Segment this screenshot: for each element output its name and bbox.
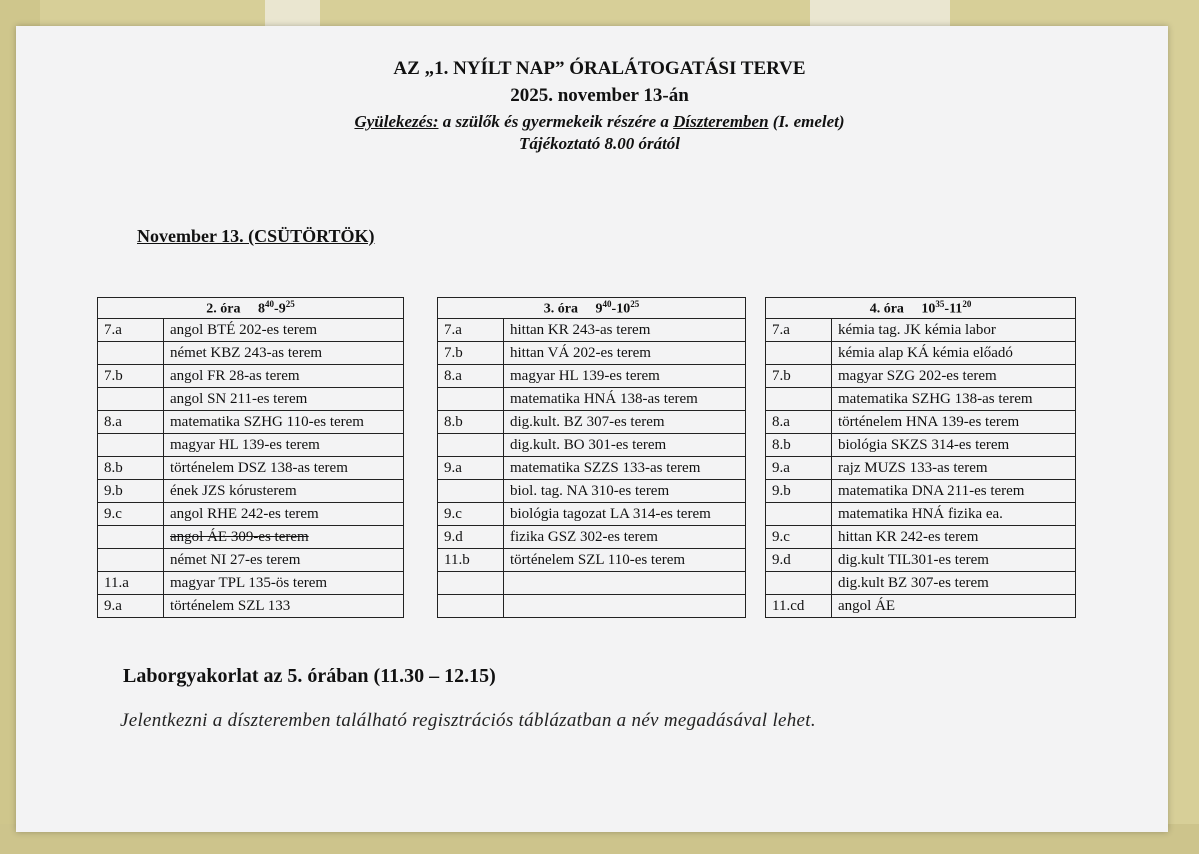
class-cell — [98, 342, 164, 365]
table-row — [98, 526, 404, 549]
subject-cell: matematika SZZS 133-as terem — [504, 457, 746, 480]
class-cell — [438, 434, 504, 457]
labor-heading: Laborgyakorlat az 5. órában (11.30 – 12.15) — [123, 665, 496, 687]
gathering-line — [0, 112, 1199, 132]
day-heading: November 13. (CSÜTÖRTÖK) — [137, 226, 375, 246]
class-cell: 7.b — [438, 342, 504, 365]
period-header: 2. óra $8^{40}-9^{25}$ — [98, 298, 404, 319]
class-cell: 9.a — [98, 595, 164, 618]
class-cell: 8.b — [766, 434, 832, 457]
table-row — [438, 342, 746, 365]
table-row — [766, 411, 1076, 434]
time-end-minute: 20 — [962, 298, 972, 309]
subject-cell: matematika HNÁ fizika ea. — [832, 503, 1076, 526]
table-row — [98, 549, 404, 572]
table-row — [766, 572, 1076, 595]
table-row — [438, 480, 746, 503]
subject-cell: angol ÁE 309-es terem — [164, 526, 404, 549]
subject-cell: angol RHE 242-es terem — [164, 503, 404, 526]
period-header-row — [766, 298, 1076, 319]
class-cell — [766, 342, 832, 365]
table-row — [438, 434, 746, 457]
schedule-table-period-3 — [437, 297, 746, 618]
schedule-table-period-4 — [765, 297, 1076, 618]
subject-cell: dig.kult BZ 307-es terem — [832, 572, 1076, 595]
table-row — [766, 365, 1076, 388]
table-row — [766, 342, 1076, 365]
table-row — [766, 480, 1076, 503]
class-cell — [98, 434, 164, 457]
info-line: Tájékoztató 8.00 órától — [518, 134, 681, 153]
table-row — [766, 595, 1076, 618]
class-cell: 7.a — [766, 319, 832, 342]
class-cell — [766, 572, 832, 595]
period-header: 3. óra $9^{40}-10^{25}$ — [438, 298, 746, 319]
class-cell: 9.c — [98, 503, 164, 526]
period-label: 2. óra — [206, 301, 241, 317]
subject-cell: történelem SZL 110-es terem — [504, 549, 746, 572]
subject-cell: matematika HNÁ 138-as terem — [504, 388, 746, 411]
table-row — [766, 457, 1076, 480]
class-cell — [98, 388, 164, 411]
table-row — [766, 434, 1076, 457]
class-cell: 7.a — [98, 319, 164, 342]
table-row — [98, 457, 404, 480]
table-row — [98, 434, 404, 457]
subject-cell: magyar HL 139-es terem — [504, 365, 746, 388]
schedule-table-period-2 — [97, 297, 404, 618]
table-row — [98, 503, 404, 526]
period-header-row — [438, 298, 746, 319]
class-cell: 8.a — [98, 411, 164, 434]
table-row — [438, 572, 746, 595]
subject-cell: angol FR 28-as terem — [164, 365, 404, 388]
subject-cell: biol. tag. NA 310-es terem — [504, 480, 746, 503]
labor-note: Jelentkezni a díszteremben található regisztrációs táblázatban a név megadásával lehet. — [120, 710, 816, 731]
subject-cell: dig.kult. BZ 307-es terem — [504, 411, 746, 434]
class-cell: 9.c — [438, 503, 504, 526]
period-label: 4. óra — [869, 301, 904, 317]
time-end-hour: 9 — [278, 301, 286, 317]
subject-cell: magyar HL 139-es terem — [164, 434, 404, 457]
subject-cell: történelem SZL 133 — [164, 595, 404, 618]
gathering-floor: (I. emelet) — [768, 112, 845, 131]
class-cell: 9.b — [98, 480, 164, 503]
table-row — [438, 388, 746, 411]
class-cell — [438, 595, 504, 618]
subject-cell: hittan KR 242-es terem — [832, 526, 1076, 549]
class-cell: 7.a — [438, 319, 504, 342]
time-end-minute: 25 — [285, 298, 295, 309]
subject-cell: magyar TPL 135-ös terem — [164, 572, 404, 595]
class-cell: 8.b — [98, 457, 164, 480]
class-cell — [766, 388, 832, 411]
subject-cell: történelem HNA 139-es terem — [832, 411, 1076, 434]
subject-cell: hittan VÁ 202-es terem — [504, 342, 746, 365]
table-row — [766, 526, 1076, 549]
class-cell — [438, 388, 504, 411]
class-cell: 9.a — [766, 457, 832, 480]
class-cell: 11.cd — [766, 595, 832, 618]
time-start-minute: 40 — [602, 298, 612, 309]
period-label: 3. óra — [543, 301, 579, 317]
subject-cell: matematika DNA 211-es terem — [832, 480, 1076, 503]
class-cell: 11.b — [438, 549, 504, 572]
table-row — [98, 411, 404, 434]
table-row — [438, 549, 746, 572]
table-row — [438, 595, 746, 618]
title-block — [0, 58, 1199, 156]
table-row — [98, 319, 404, 342]
time-end-hour: 10 — [616, 301, 631, 317]
class-cell — [98, 549, 164, 572]
table-row — [766, 388, 1076, 411]
subject-cell: angol BTÉ 202-es terem — [164, 319, 404, 342]
class-cell — [766, 503, 832, 526]
table-row — [98, 388, 404, 411]
subject-cell: angol ÁE — [832, 595, 1076, 618]
gathering-label: Gyülekezés: — [354, 112, 439, 131]
gathering-text: a szülők és gyermekeik részére a — [438, 112, 674, 131]
table-row — [438, 319, 746, 342]
subject-cell: biológia tagozat LA 314-es terem — [504, 503, 746, 526]
class-cell — [438, 480, 504, 503]
subject-cell: német KBZ 243-as terem — [164, 342, 404, 365]
table-row — [766, 503, 1076, 526]
table-row — [438, 457, 746, 480]
subject-cell: ének JZS kórusterem — [164, 480, 404, 503]
subject-cell: angol SN 211-es terem — [164, 388, 404, 411]
subject-cell: matematika SZHG 138-as terem — [832, 388, 1076, 411]
subject-cell: dig.kult TIL301-es terem — [832, 549, 1076, 572]
subject-cell: magyar SZG 202-es terem — [832, 365, 1076, 388]
event-date: 2025. november 13-án — [510, 85, 689, 106]
time-start-minute: 40 — [265, 298, 275, 309]
subject-cell: kémia alap KÁ kémia előadó — [832, 342, 1076, 365]
class-cell: 9.d — [766, 549, 832, 572]
time-end-hour: 11 — [949, 301, 963, 317]
gathering-place: Díszteremben — [673, 112, 769, 131]
table-row — [98, 480, 404, 503]
subject-cell: német NI 27-es terem — [164, 549, 404, 572]
time-start-hour: 9 — [595, 301, 603, 317]
subject-cell: hittan KR 243-as terem — [504, 319, 746, 342]
period-header: 4. óra $10^{35}-11^{20}$ — [766, 298, 1076, 319]
table-row — [438, 503, 746, 526]
table-row — [438, 365, 746, 388]
subject-cell: matematika SZHG 110-es terem — [164, 411, 404, 434]
subject-cell: dig.kult. BO 301-es terem — [504, 434, 746, 457]
class-cell: 7.b — [766, 365, 832, 388]
table-row — [98, 572, 404, 595]
class-cell: 9.b — [766, 480, 832, 503]
class-cell: 9.a — [438, 457, 504, 480]
table-row — [98, 342, 404, 365]
subject-cell: történelem DSZ 138-as terem — [164, 457, 404, 480]
time-end-minute: 25 — [630, 298, 640, 309]
subject-cell: biológia SKZS 314-es terem — [832, 434, 1076, 457]
class-cell: 8.b — [438, 411, 504, 434]
class-cell: 9.d — [438, 526, 504, 549]
class-cell: 9.c — [766, 526, 832, 549]
table-row — [766, 319, 1076, 342]
class-cell — [98, 526, 164, 549]
time-start-minute: 35 — [935, 298, 945, 309]
period-header-row — [98, 298, 404, 319]
table-row — [98, 365, 404, 388]
subject-cell — [504, 572, 746, 595]
table-row — [438, 411, 746, 434]
class-cell — [438, 572, 504, 595]
subject-cell: fizika GSZ 302-es terem — [504, 526, 746, 549]
page-title: AZ „1. NYÍLT NAP” ÓRALÁTOGATÁSI TERVE — [393, 58, 806, 79]
class-cell: 8.a — [438, 365, 504, 388]
time-start-hour: 10 — [921, 301, 936, 317]
subject-cell — [504, 595, 746, 618]
table-row — [766, 549, 1076, 572]
table-row — [98, 595, 404, 618]
class-cell: 8.a — [766, 411, 832, 434]
subject-cell: kémia tag. JK kémia labor — [832, 319, 1076, 342]
time-start-hour: 8 — [258, 301, 266, 317]
class-cell: 7.b — [98, 365, 164, 388]
subject-cell: rajz MUZS 133-as terem — [832, 457, 1076, 480]
table-row — [438, 526, 746, 549]
class-cell: 11.a — [98, 572, 164, 595]
